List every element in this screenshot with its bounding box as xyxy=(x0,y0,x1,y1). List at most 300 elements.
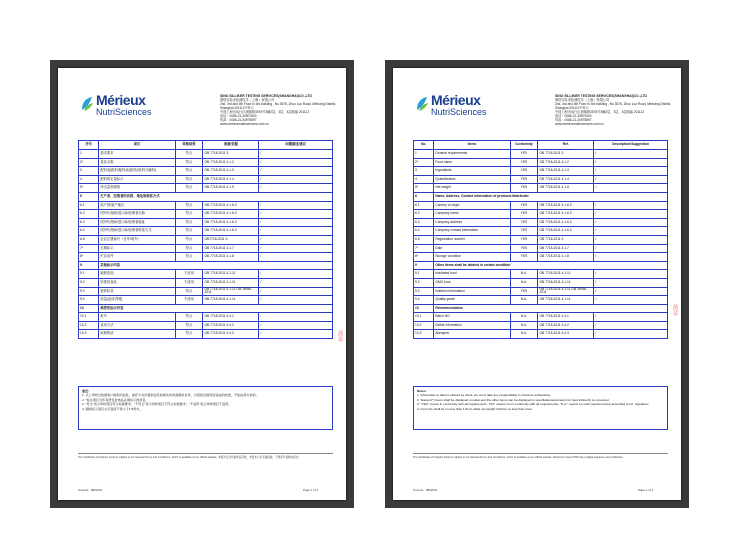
column-header: No. xyxy=(414,141,434,150)
table-cell: 8* xyxy=(414,253,434,262)
table-cell: / xyxy=(259,321,333,330)
table-cell: 9 xyxy=(414,261,434,270)
table-cell: 不适用 xyxy=(175,296,203,305)
table-cell: 符合 xyxy=(175,235,203,244)
table-cell: N.A. xyxy=(510,296,538,305)
table-cell: Storage condition xyxy=(434,253,510,262)
table-cell: 9.1 xyxy=(79,270,99,279)
table-cell: Recommendation xyxy=(434,304,668,313)
table-cell: GB 7718-2011 4.1.5 xyxy=(203,184,259,193)
footer-disclaimer: The Certificate of Analysis (CoA) is subject to our General Terms and Conditions, which is available at our official website. Electronic CoA in PDF has a digital signature and verification. xyxy=(413,456,624,459)
table-cell: N.A. xyxy=(510,321,538,330)
table-cell: 1 xyxy=(79,150,99,159)
column-header: Items xyxy=(434,141,510,150)
table-cell: GB 7718-2011 4.1.3 xyxy=(203,167,259,176)
table-cell: General requirements xyxy=(434,150,510,159)
table-cell: 7* xyxy=(414,244,434,253)
table-cell: 6 xyxy=(79,192,99,201)
divider xyxy=(78,453,333,454)
table-cell: 9 xyxy=(79,261,99,270)
table-cell: 6.1 xyxy=(414,201,434,210)
table-row xyxy=(414,158,668,167)
table-cell: GB 7718-2011 4.1.6.3 xyxy=(203,210,259,219)
column-header: 条款/依据 xyxy=(203,141,259,150)
table-cell: Batch NO. xyxy=(434,313,510,322)
table-cell: 10 xyxy=(79,304,99,313)
company-web: www.merieuxnutrisciences.com.cn xyxy=(220,122,269,126)
table-cell: 9.3 xyxy=(79,287,99,296)
table-cell: YES xyxy=(510,227,538,236)
table-row xyxy=(414,218,668,227)
table-cell: GB 7718-2011 4.1.11 xyxy=(203,278,259,287)
note-item: 3. "YES" means in conformity with all requirements; "NO" means not in conformity with all requirements; "N.A." means no such requirement(s) according to ref. regulation. xyxy=(417,402,650,407)
table-cell: GB 7718-2011 4.1.11 xyxy=(538,270,594,279)
document-panel-chinese xyxy=(50,60,354,508)
table-cell: YES xyxy=(510,175,538,184)
note-item: 2. *标注项目为所有预包装食品必须标示的项目。 xyxy=(82,397,149,402)
company-web: www.merieuxnutrisciences.com.cn xyxy=(555,122,604,126)
table-row xyxy=(79,158,333,167)
table-cell: 符合 xyxy=(175,321,203,330)
table-cell: 配料表(配料/配料表(原料)/原料与辅料) xyxy=(99,167,175,176)
table-cell: / xyxy=(594,244,668,253)
table-cell: 1 xyxy=(414,150,434,159)
logo-text-main: Mérieux xyxy=(431,92,481,108)
company-tel: 电话：0086-21-34907600 xyxy=(555,114,592,118)
section-row xyxy=(414,192,668,201)
table-cell: 其他标示内容 xyxy=(99,261,333,270)
table-row xyxy=(79,175,333,184)
table-cell: Ingredients xyxy=(434,167,510,176)
table-cell: 不适用 xyxy=(175,270,203,279)
table-cell: / xyxy=(259,158,333,167)
table-cell: / xyxy=(259,253,333,262)
table-row xyxy=(414,150,668,159)
table-cell: 3 xyxy=(79,167,99,176)
label-review-table xyxy=(413,140,668,339)
table-row xyxy=(79,184,333,193)
table-cell: Name, Address, Contact information of producer/distributer xyxy=(434,192,668,201)
table-cell: GB 7718-2011 4.1.8 xyxy=(538,253,594,262)
merieux-logo xyxy=(80,92,160,122)
table-cell: 符合 xyxy=(175,253,203,262)
table-cell: GB 7718-2011 4.4.2 xyxy=(203,321,259,330)
table-cell: 质量(品质)等级 xyxy=(99,296,175,305)
document-page xyxy=(393,68,681,500)
table-row xyxy=(79,235,333,244)
table-cell: 国内代理商/进口商/经销者地址 xyxy=(99,218,175,227)
merieux-logo xyxy=(415,92,495,122)
column-header: Ref. xyxy=(538,141,594,150)
table-cell: / xyxy=(594,184,668,193)
table-cell: Irradiated food xyxy=(434,270,510,279)
table-cell: 符合 xyxy=(175,167,203,176)
table-row xyxy=(414,227,668,236)
table-cell: 配料的定量标示 xyxy=(99,175,175,184)
table-cell: GB 7718-2011 4.1.2 xyxy=(203,158,259,167)
note-item: 3. "符合"表示审核项目符合标准要求；"不符合"表示审核项目不符合标准要求；"不适用"表示审核项目不适用。 xyxy=(82,402,232,407)
table-cell: 贮存条件 xyxy=(99,253,175,262)
table-cell: GB 7718-2011 4.1.11 xyxy=(538,296,594,305)
table-cell: Company name xyxy=(434,210,510,219)
note-item: 2. Started (*) items shall be displayed on label and the other items can be displayed in specifications/contents for food indirectly to consumer. xyxy=(417,397,610,402)
table-cell: 致敏物质 xyxy=(99,330,175,339)
table-row xyxy=(79,244,333,253)
company-tel: 电话：0086-21-34907600 xyxy=(220,114,257,118)
table-cell: 符合 xyxy=(175,244,203,253)
table-cell: / xyxy=(259,270,333,279)
table-row xyxy=(79,210,333,219)
table-row xyxy=(414,210,668,219)
column-header: Description/Suggestion xyxy=(594,141,668,150)
table-row xyxy=(414,253,668,262)
table-header-row xyxy=(79,141,333,150)
table-cell: Net weight xyxy=(434,184,510,193)
table-cell: / xyxy=(259,201,333,210)
table-cell: / xyxy=(594,253,668,262)
table-cell: 6 xyxy=(414,192,434,201)
table-cell: GB 7718-2011 4.1.6.3 xyxy=(538,201,594,210)
table-row xyxy=(414,321,668,330)
table-cell: GB 7718-2011 4.1.4 xyxy=(203,175,259,184)
table-cell: GB 7718-2011 4.1.11 GB 28050-2011 xyxy=(203,287,259,296)
note-item: 1. 以上审核仅依据客户提供的信息，委托方对所提供信息的真实性和准确性负责，对因信息错误而造成的结果，不能由我方承担。 xyxy=(82,393,259,398)
table-cell: YES xyxy=(510,244,538,253)
table-row xyxy=(79,150,333,159)
company-name: SINO SILLIKER TESTING SERVICES(SHANGHAI)CO.,LTD xyxy=(555,94,647,98)
section-row xyxy=(414,261,668,270)
table-cell: YES xyxy=(510,235,538,244)
table-cell: / xyxy=(259,330,333,339)
table-cell: 6.2 xyxy=(79,210,99,219)
table-cell: GB 7718-2011 4.1.7 xyxy=(203,244,259,253)
table-cell: 6.2 xyxy=(414,210,434,219)
company-name: SINO SILLIKER TESTING SERVICES(SHANGHAI)CO.,LTD xyxy=(220,94,312,98)
table-cell: 4 xyxy=(414,175,434,184)
table-row xyxy=(79,270,333,279)
table-cell: GB 7718-2011 4.1.6.3 xyxy=(203,201,259,210)
table-cell: 生产者、经销者的名称、地址和联系方式 xyxy=(99,192,333,201)
table-cell: GB 7718-2011 4.4.3 xyxy=(203,330,259,339)
table-row xyxy=(79,287,333,296)
note-item: 1. Information in label is offered by client, we won't take any responsibility to check its authenticity. xyxy=(417,393,551,398)
company-address-cn: 中国上海市闵行区浦锦路3576号3幢2层、3层、4层邮编 201112 xyxy=(220,110,309,114)
table-cell: / xyxy=(594,321,668,330)
table-cell: / xyxy=(594,296,668,305)
table-cell: GMO food xyxy=(434,278,510,287)
page-number: Page 1 of 1 xyxy=(303,488,319,492)
company-fax: 传真：0086-21-34975897 xyxy=(555,118,592,122)
table-cell: 10 xyxy=(414,304,434,313)
table-row xyxy=(414,184,668,193)
table-cell: 10.1 xyxy=(414,313,434,322)
table-cell: GB 7718-2011 4.1.6.3 xyxy=(203,218,259,227)
logo-text-sub: NutriSciences xyxy=(431,107,487,117)
table-row xyxy=(414,287,668,296)
table-row xyxy=(79,218,333,227)
table-cell: / xyxy=(259,218,333,227)
table-cell: 符合 xyxy=(175,313,203,322)
company-name-cn: 德塔实验室检测技术（上海）有限公司 xyxy=(555,98,610,102)
table-cell: 9.2 xyxy=(79,278,99,287)
table-cell: GB 7718-2011 4.1.11 xyxy=(203,296,259,305)
table-row xyxy=(79,313,333,322)
table-cell: 国内代理商/进口商/经销者联系方式 xyxy=(99,227,175,236)
table-cell: GB 7718-2011 4.1.7 xyxy=(538,244,594,253)
table-cell: 食品名称 xyxy=(99,158,175,167)
company-address-cn: 中国上海市闵行区浦锦路3576号3幢2层、3层、4层邮编 201112 xyxy=(555,110,644,114)
table-cell: / xyxy=(594,270,668,279)
table-cell: GB 7718-2011 4.4.1 xyxy=(538,313,594,322)
table-row xyxy=(414,270,668,279)
table-row xyxy=(79,167,333,176)
table-cell: GB 7718-2011 3 xyxy=(538,150,594,159)
document-page xyxy=(58,68,346,500)
table-cell: / xyxy=(259,278,333,287)
page-number: Page 1 of 1 xyxy=(638,488,654,492)
table-cell: Quantification xyxy=(434,175,510,184)
document-panel-english xyxy=(385,60,689,508)
table-cell: GB 7718-2011 4.1.5 xyxy=(538,184,594,193)
table-cell: 企业注册编号（在华/境外） xyxy=(99,235,175,244)
table-cell: 9.4 xyxy=(79,296,99,305)
company-fax: 传真：0086-21-34975897 xyxy=(220,118,257,122)
table-cell: 10.1 xyxy=(79,313,99,322)
table-cell: 符合 xyxy=(175,210,203,219)
table-cell: 食用方法 xyxy=(99,321,175,330)
table-cell: Nutrition information xyxy=(434,287,510,296)
section-row xyxy=(79,304,333,313)
column-header: 项目 xyxy=(99,141,175,150)
table-cell: 6.4 xyxy=(79,227,99,236)
table-cell: / xyxy=(594,158,668,167)
company-address: 2nd, 3rd and 4th Floor in 3rd building , No.3576, Zhuo Luo Road, Minhang District, Shanghai 201112 P.R.C xyxy=(220,102,337,110)
table-cell: / xyxy=(259,150,333,159)
table-cell: / xyxy=(594,218,668,227)
table-row xyxy=(414,201,668,210)
table-cell: 10.2 xyxy=(79,321,99,330)
table-row xyxy=(79,278,333,287)
table-cell: YES xyxy=(510,253,538,262)
table-cell: / xyxy=(594,330,668,339)
column-header: 序号 xyxy=(79,141,99,150)
table-cell: GB 7718-2011 4.1.3 xyxy=(538,167,594,176)
table-cell: 6.3 xyxy=(79,218,99,227)
table-cell: Quality grade xyxy=(434,296,510,305)
coa-number: CoA No.: 0802241 xyxy=(413,488,438,492)
table-cell: 转基因食品 xyxy=(99,278,175,287)
table-cell: / xyxy=(259,227,333,236)
table-cell: 符合 xyxy=(175,287,203,296)
table-row xyxy=(414,235,668,244)
table-cell: GB 7718-2011 4.1.6.3 xyxy=(538,227,594,236)
label-review-table xyxy=(78,140,333,339)
table-cell: / xyxy=(259,244,333,253)
table-cell: 8* xyxy=(79,253,99,262)
table-row xyxy=(414,296,668,305)
table-cell: GB7718-2011 3 xyxy=(203,235,259,244)
table-cell: / xyxy=(594,313,668,322)
table-cell: YES xyxy=(510,184,538,193)
table-cell: GB 7718-2011 4.1.6.3 xyxy=(538,218,594,227)
table-cell: 10.2 xyxy=(414,321,434,330)
table-cell: / xyxy=(594,201,668,210)
table-cell: 10.3 xyxy=(79,330,99,339)
table-row xyxy=(414,313,668,322)
table-cell: Country of origin xyxy=(434,201,510,210)
table-cell: 10.3 xyxy=(414,330,434,339)
table-cell: / xyxy=(259,296,333,305)
logo-text-main: Mérieux xyxy=(96,92,146,108)
table-cell: 推荐性标示内容 xyxy=(99,304,333,313)
table-row xyxy=(79,227,333,236)
table-cell: 不适用 xyxy=(175,278,203,287)
table-cell: GB 7718-2011 4.4.2 xyxy=(538,321,594,330)
table-cell: 辐照食品 xyxy=(99,270,175,279)
table-row xyxy=(414,330,668,339)
table-cell: N.A. xyxy=(510,313,538,322)
table-cell: Food name xyxy=(434,158,510,167)
table-row xyxy=(79,330,333,339)
table-cell: YES xyxy=(510,167,538,176)
table-cell: 6.1 xyxy=(79,201,99,210)
table-row xyxy=(414,175,668,184)
table-cell: 5* xyxy=(414,184,434,193)
table-cell: 符合 xyxy=(175,158,203,167)
table-cell: GB 7718-2011 3 xyxy=(538,235,594,244)
notes-box xyxy=(78,386,333,430)
table-cell: / xyxy=(259,210,333,219)
table-cell: / xyxy=(259,175,333,184)
table-cell: 符合 xyxy=(175,227,203,236)
table-cell: 9.2 xyxy=(414,278,434,287)
table-cell: YES xyxy=(510,158,538,167)
table-cell: 符合 xyxy=(175,201,203,210)
table-cell: 国内代理商/进口商/经销者名称 xyxy=(99,210,175,219)
table-cell: 4 xyxy=(79,175,99,184)
table-cell: GB 7718-2011 4.1.4 xyxy=(538,175,594,184)
table-cell: GB 7718-2011 4.4.3 xyxy=(538,330,594,339)
seal-stamp: 盖章 xyxy=(671,304,677,316)
table-row xyxy=(79,201,333,210)
company-address-block xyxy=(555,94,675,126)
column-header: 审核结果 xyxy=(175,141,203,150)
table-cell: Allergens xyxy=(434,330,510,339)
table-cell: GB 7718-2011 4.1.6.3 xyxy=(203,227,259,236)
table-cell: 6.3 xyxy=(414,218,434,227)
company-name-cn: 德塔实验室检测技术（上海）有限公司 xyxy=(220,98,275,102)
note-item: 4. Font size shall be no less than 1.8mm while net weight shall be no less than 4mm. xyxy=(417,406,533,411)
table-cell: YES xyxy=(510,287,538,296)
table-cell: / xyxy=(594,167,668,176)
table-cell: 3 xyxy=(414,167,434,176)
table-cell: 批号 xyxy=(99,313,175,322)
table-cell: 2* xyxy=(414,158,434,167)
table-cell: GB 7718-2011 3 xyxy=(203,150,259,159)
table-row xyxy=(414,167,668,176)
section-row xyxy=(414,304,668,313)
table-cell: 7* xyxy=(79,244,99,253)
table-cell: GB 7718-2011 4.1.2 xyxy=(538,158,594,167)
table-cell: / xyxy=(259,287,333,296)
table-cell: 符合 xyxy=(175,150,203,159)
table-cell: 基本要求 xyxy=(99,150,175,159)
notes-title: Notes: xyxy=(417,389,427,393)
section-row xyxy=(79,192,333,201)
table-cell: 营养标签 xyxy=(99,287,175,296)
column-header: 问题描述/建议 xyxy=(259,141,333,150)
table-cell: / xyxy=(259,235,333,244)
table-cell: 日期标示 xyxy=(99,244,175,253)
note-item: 4. 强制标示项目文字高度不得小于1.8毫米。 xyxy=(82,406,143,411)
table-cell: 2* xyxy=(79,158,99,167)
table-cell: YES xyxy=(510,210,538,219)
logo-text-sub: NutriSciences xyxy=(96,107,152,117)
table-cell: Company address xyxy=(434,218,510,227)
table-cell: 符合 xyxy=(175,184,203,193)
table-cell: / xyxy=(594,227,668,236)
table-row xyxy=(414,278,668,287)
table-cell: Company contact information xyxy=(434,227,510,236)
table-cell: Edible information xyxy=(434,321,510,330)
table-cell: 原产国/原产地区 xyxy=(99,201,175,210)
table-cell: / xyxy=(259,313,333,322)
coa-number: CoA No.: 0802241 xyxy=(78,488,103,492)
table-cell: Other items shall be labeled in certain condition xyxy=(434,261,668,270)
table-cell: / xyxy=(594,278,668,287)
table-cell: YES xyxy=(510,218,538,227)
table-header-row xyxy=(414,141,668,150)
table-cell: GB 7718-2011 4.1.8 xyxy=(203,253,259,262)
table-cell: GB 7718-2011 4.4.1 xyxy=(203,313,259,322)
table-cell: GB 7718-2011 4.1.11 xyxy=(203,270,259,279)
section-row xyxy=(79,261,333,270)
table-cell: N.A. xyxy=(510,270,538,279)
company-address-block xyxy=(220,94,340,126)
table-cell: / xyxy=(594,235,668,244)
table-cell: / xyxy=(594,175,668,184)
table-cell: N.A. xyxy=(510,278,538,287)
table-row xyxy=(414,244,668,253)
table-cell: GB 7718-2011 4.1.6.3 xyxy=(538,210,594,219)
table-cell: 9.3 xyxy=(414,287,434,296)
table-cell: / xyxy=(259,184,333,193)
table-row xyxy=(79,296,333,305)
table-cell: 9.4 xyxy=(414,296,434,305)
footer-disclaimer: The Certificate of Analysis (CoA) is subject to our General Terms and Conditions, which is available at our official website. 本报告仅对所检样品有效，未经本公司书面批准，不得部分复制本报告。 xyxy=(78,456,302,459)
table-row xyxy=(79,321,333,330)
table-cell: 符合 xyxy=(175,175,203,184)
table-cell: YES xyxy=(510,201,538,210)
column-header: Conformity xyxy=(510,141,538,150)
table-cell: 9.1 xyxy=(414,270,434,279)
table-cell: 净含量和规格 xyxy=(99,184,175,193)
table-cell: 5* xyxy=(79,184,99,193)
notes-box xyxy=(413,386,668,430)
table-cell: Date xyxy=(434,244,510,253)
table-cell: / xyxy=(594,287,668,296)
table-cell: GB 7718-2011 4.1.11 xyxy=(538,278,594,287)
logo-leaf-icon xyxy=(80,96,94,112)
table-cell: / xyxy=(594,150,668,159)
divider xyxy=(413,453,668,454)
table-cell: N.A. xyxy=(510,330,538,339)
company-address: 2nd, 3rd and 4th Floor in 3rd building , No.3576, Zhuo Luo Road, Minhang District, Shanghai 201112 P.R.C xyxy=(555,102,672,110)
table-cell: / xyxy=(594,210,668,219)
table-cell: 符合 xyxy=(175,218,203,227)
table-cell: 6.5 xyxy=(79,235,99,244)
table-row xyxy=(79,253,333,262)
